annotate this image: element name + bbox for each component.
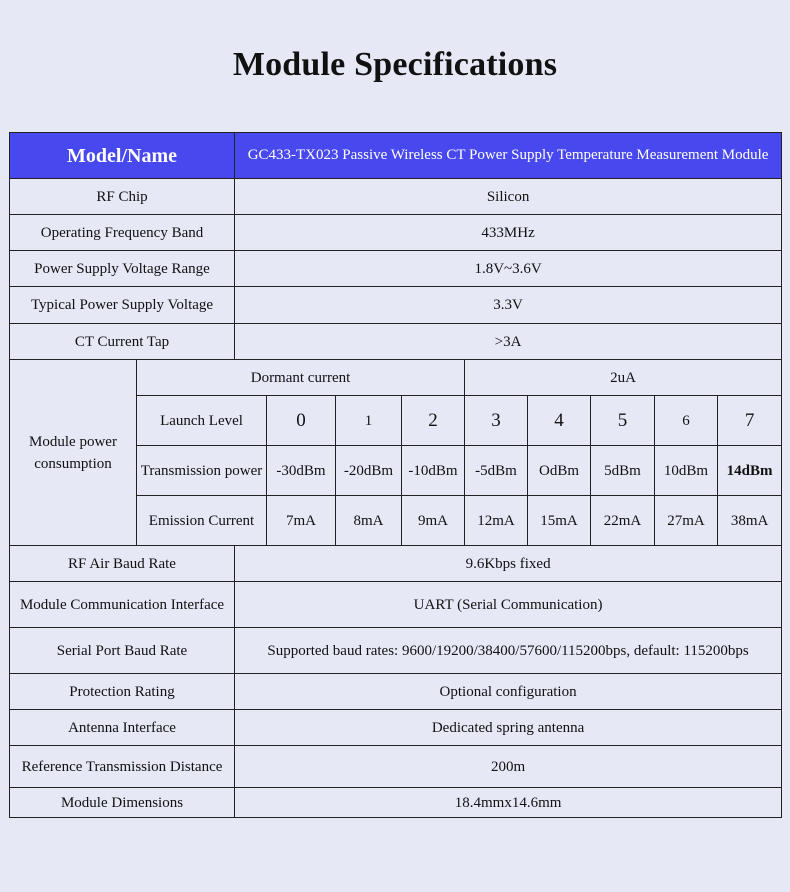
tx-power-cell: 14dBm [718, 446, 782, 496]
level-cell: 1 [336, 396, 402, 446]
spec-row [10, 251, 782, 287]
emission-current-cell: 15mA [528, 496, 591, 546]
spec-value: >3A [235, 324, 782, 360]
spec-value: 3.3V [235, 287, 782, 324]
tx-power-cell: 5dBm [591, 446, 655, 496]
spec-row [10, 628, 782, 674]
tx-power-cell: 10dBm [655, 446, 718, 496]
level-cell: 0 [267, 396, 336, 446]
tx-power-cell: -30dBm [267, 446, 336, 496]
spec-key: Protection Rating [10, 674, 235, 710]
spec-value: 18.4mmx14.6mm [235, 788, 782, 818]
spec-key: Serial Port Baud Rate [10, 628, 235, 674]
spec-value: 9.6Kbps fixed [235, 546, 782, 582]
spec-key: Power Supply Voltage Range [10, 251, 235, 287]
power-label: Module power consumption [10, 360, 137, 546]
spec-value: 433MHz [235, 215, 782, 251]
spec-value: Silicon [235, 179, 782, 215]
spec-row [10, 179, 782, 215]
spec-key: RF Air Baud Rate [10, 546, 235, 582]
header-value: GC433-TX023 Passive Wireless CT Power Supply Temperature Measurement Module [235, 133, 782, 179]
tx-power-cell: -20dBm [336, 446, 402, 496]
emission-current-label: Emission Current [137, 496, 267, 546]
emission-current-cell: 7mA [267, 496, 336, 546]
tx-power-label: Transmission power [137, 446, 267, 496]
level-cell: 6 [655, 396, 718, 446]
spec-key: Typical Power Supply Voltage [10, 287, 235, 324]
dormant-value: 2uA [465, 360, 782, 396]
launch-level-label: Launch Level [137, 396, 267, 446]
spec-value: 200m [235, 746, 782, 788]
header-row [10, 133, 782, 179]
emission-current-cell: 8mA [336, 496, 402, 546]
tx-power-cell: -10dBm [402, 446, 465, 496]
level-cell: 2 [402, 396, 465, 446]
spec-row [10, 710, 782, 746]
spec-value: UART (Serial Communication) [235, 582, 782, 628]
header-key: Model/Name [10, 133, 235, 179]
tx-power-cell: -5dBm [465, 446, 528, 496]
spec-row [10, 582, 782, 628]
spec-value: 1.8V~3.6V [235, 251, 782, 287]
spec-key: Operating Frequency Band [10, 215, 235, 251]
spec-row [10, 788, 782, 818]
spec-table [9, 132, 782, 818]
spec-row [10, 674, 782, 710]
dormant-label: Dormant current [137, 360, 465, 396]
spec-row [10, 324, 782, 360]
spec-key: Antenna Interface [10, 710, 235, 746]
spec-key: Reference Transmission Distance [10, 746, 235, 788]
level-cell: 7 [718, 396, 782, 446]
spec-value: Supported baud rates: 9600/19200/38400/57600/115200bps, default: 115200bps [235, 628, 782, 674]
spec-row [10, 546, 782, 582]
spec-key: Module Communication Interface [10, 582, 235, 628]
level-cell: 5 [591, 396, 655, 446]
spec-row [10, 287, 782, 324]
emission-current-cell: 38mA [718, 496, 782, 546]
spec-key: CT Current Tap [10, 324, 235, 360]
emission-current-cell: 12mA [465, 496, 528, 546]
level-cell: 4 [528, 396, 591, 446]
page-title: Module Specifications [232, 46, 558, 83]
tx-power-cell: OdBm [528, 446, 591, 496]
power-dormant-row [10, 360, 782, 396]
spec-key: RF Chip [10, 179, 235, 215]
emission-current-cell: 27mA [655, 496, 718, 546]
emission-current-cell: 22mA [591, 496, 655, 546]
spec-value: Optional configuration [235, 674, 782, 710]
level-cell: 3 [465, 396, 528, 446]
spec-value: Dedicated spring antenna [235, 710, 782, 746]
spec-row [10, 215, 782, 251]
spec-key: Module Dimensions [10, 788, 235, 818]
emission-current-cell: 9mA [402, 496, 465, 546]
spec-row [10, 746, 782, 788]
